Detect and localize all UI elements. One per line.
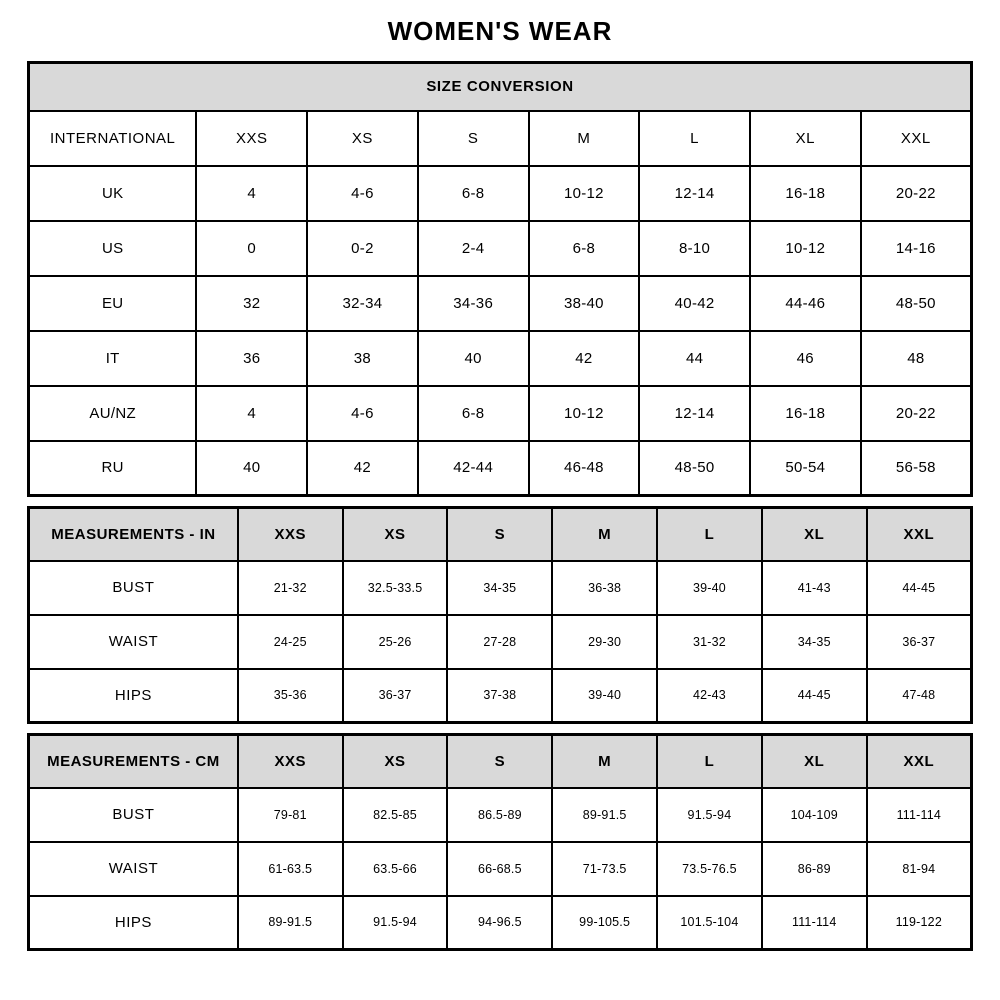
cell: 20-22 [861,386,972,441]
size-conversion-header-row [29,111,972,166]
cell: 36-38 [552,561,657,615]
column-header-xxs: XXS [238,508,343,561]
column-header-xxl: XXL [867,508,972,561]
cell: 4 [196,166,307,221]
table-row-hips-in [29,669,972,723]
column-header-xl: XL [750,111,861,166]
cell: 32 [196,276,307,331]
cell: 86.5-89 [447,788,552,842]
cell: 46-48 [529,441,640,496]
column-header-s: S [447,735,552,788]
cell: 86-89 [762,842,867,896]
row-label: BUST [29,788,238,842]
cell: 42-44 [418,441,529,496]
cell: 41-43 [762,561,867,615]
measurements-cm-table [27,733,973,951]
measurements-cm-title: MEASUREMENTS - CM [29,735,238,788]
cell: 48 [861,331,972,386]
cell: 42 [307,441,418,496]
cell: 91.5-94 [657,788,762,842]
table-row-aunz [29,386,972,441]
cell: 36 [196,331,307,386]
cell: 71-73.5 [552,842,657,896]
table-row-it [29,331,972,386]
cell: 91.5-94 [343,896,448,950]
cell: 47-48 [867,669,972,723]
cell: 37-38 [447,669,552,723]
column-header-xs: XS [307,111,418,166]
row-label: WAIST [29,615,238,669]
column-header-xxs: XXS [238,735,343,788]
cell: 32.5-33.5 [343,561,448,615]
cell: 29-30 [552,615,657,669]
column-header-xs: XS [343,508,448,561]
table-row-ru [29,441,972,496]
cell: 31-32 [657,615,762,669]
cell: 6-8 [418,166,529,221]
column-header-m: M [552,735,657,788]
column-header-xs: XS [343,735,448,788]
table-row-hips-cm [29,896,972,950]
cell: 44-45 [867,561,972,615]
cell: 48-50 [639,441,750,496]
column-header-s: S [447,508,552,561]
column-header-s: S [418,111,529,166]
measurements-cm-header-row [29,735,972,788]
cell: 10-12 [529,386,640,441]
table-row-eu [29,276,972,331]
cell: 101.5-104 [657,896,762,950]
cell: 44-46 [750,276,861,331]
column-header-xl: XL [762,508,867,561]
size-conversion-banner-row [29,63,972,111]
cell: 32-34 [307,276,418,331]
column-header-xxs: XXS [196,111,307,166]
column-header-xxl: XXL [867,735,972,788]
cell: 38 [307,331,418,386]
page-title: WOMEN'S WEAR [387,16,613,46]
cell: 111-114 [762,896,867,950]
row-label: US [29,221,197,276]
cell: 44-45 [762,669,867,723]
cell: 40 [196,441,307,496]
cell: 36-37 [867,615,972,669]
cell: 42 [529,331,640,386]
cell: 16-18 [750,166,861,221]
cell: 24-25 [238,615,343,669]
cell: 94-96.5 [447,896,552,950]
row-label: IT [29,331,197,386]
cell: 16-18 [750,386,861,441]
cell: 38-40 [529,276,640,331]
cell: 27-28 [447,615,552,669]
size-conversion-table [27,61,973,497]
cell: 36-37 [343,669,448,723]
cell: 4 [196,386,307,441]
cell: 12-14 [639,166,750,221]
cell: 34-35 [762,615,867,669]
cell: 0 [196,221,307,276]
row-label: UK [29,166,197,221]
cell: 42-43 [657,669,762,723]
cell: 6-8 [418,386,529,441]
row-label: AU/NZ [29,386,197,441]
cell: 50-54 [750,441,861,496]
cell: 8-10 [639,221,750,276]
cell: 39-40 [552,669,657,723]
row-label: BUST [29,561,238,615]
cell: 99-105.5 [552,896,657,950]
cell: 63.5-66 [343,842,448,896]
cell: 56-58 [861,441,972,496]
size-conversion-title: SIZE CONVERSION [29,63,972,111]
column-header-l: L [639,111,750,166]
table-row-bust-in [29,561,972,615]
column-header-l: L [657,735,762,788]
cell: 89-91.5 [552,788,657,842]
cell: 40-42 [639,276,750,331]
cell: 34-36 [418,276,529,331]
cell: 46 [750,331,861,386]
cell: 2-4 [418,221,529,276]
table-row-waist-cm [29,842,972,896]
column-header-xl: XL [762,735,867,788]
cell: 48-50 [861,276,972,331]
cell: 21-32 [238,561,343,615]
cell: 25-26 [343,615,448,669]
cell: 89-91.5 [238,896,343,950]
cell: 66-68.5 [447,842,552,896]
column-header-international: INTERNATIONAL [29,111,197,166]
cell: 39-40 [657,561,762,615]
cell: 81-94 [867,842,972,896]
cell: 73.5-76.5 [657,842,762,896]
cell: 4-6 [307,166,418,221]
cell: 82.5-85 [343,788,448,842]
cell: 44 [639,331,750,386]
cell: 10-12 [750,221,861,276]
table-row-waist-in [29,615,972,669]
row-label: HIPS [29,669,238,723]
cell: 14-16 [861,221,972,276]
cell: 6-8 [529,221,640,276]
row-label: HIPS [29,896,238,950]
measurements-in-header-row [29,508,972,561]
cell: 0-2 [307,221,418,276]
table-row-uk [29,166,972,221]
column-header-l: L [657,508,762,561]
cell: 34-35 [447,561,552,615]
row-label: RU [29,441,197,496]
row-label: WAIST [29,842,238,896]
column-header-xxl: XXL [861,111,972,166]
row-label: EU [29,276,197,331]
cell: 119-122 [867,896,972,950]
table-row-us [29,221,972,276]
cell: 4-6 [307,386,418,441]
cell: 104-109 [762,788,867,842]
table-row-bust-cm [29,788,972,842]
cell: 10-12 [529,166,640,221]
measurements-in-title: MEASUREMENTS - IN [29,508,238,561]
cell: 35-36 [238,669,343,723]
cell: 40 [418,331,529,386]
cell: 79-81 [238,788,343,842]
cell: 20-22 [861,166,972,221]
measurements-in-table [27,506,973,724]
cell: 12-14 [639,386,750,441]
column-header-m: M [529,111,640,166]
cell: 61-63.5 [238,842,343,896]
column-header-m: M [552,508,657,561]
cell: 111-114 [867,788,972,842]
